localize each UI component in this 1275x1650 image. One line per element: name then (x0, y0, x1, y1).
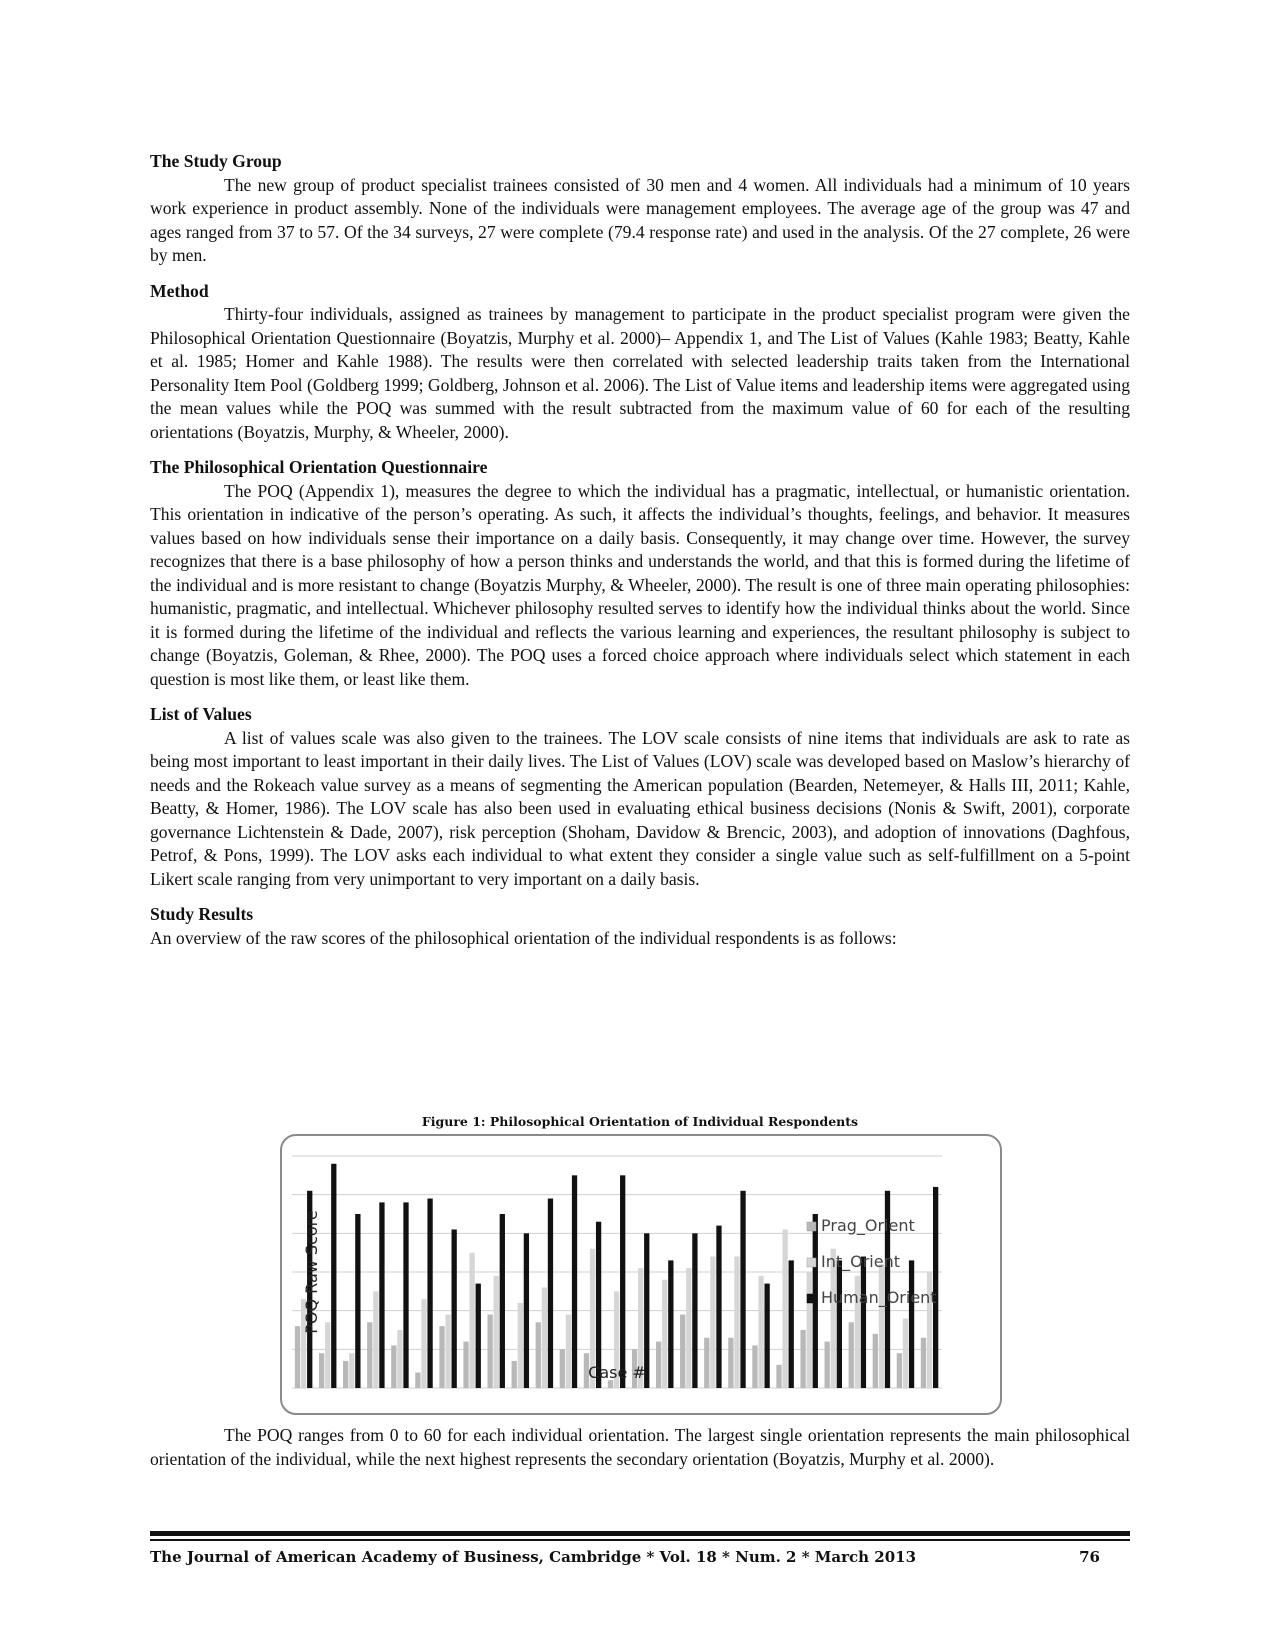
bar-Prag_Orient-4 (367, 1322, 372, 1388)
bar-Human_Orient-21 (789, 1260, 794, 1388)
bar-Prag_Orient-3 (343, 1361, 348, 1388)
bar-Prag_Orient-19 (728, 1338, 733, 1388)
list-of-values-section (150, 703, 1130, 891)
bar-Int_Orient-4 (373, 1291, 378, 1388)
bar-Human_Orient-23 (837, 1260, 842, 1388)
bar-Int_Orient-21 (782, 1229, 787, 1388)
bar-Int_Orient-17 (686, 1268, 691, 1388)
chart-svg (282, 1136, 1000, 1413)
bar-Prag_Orient-5 (391, 1345, 396, 1388)
method-paragraph: Thirty-four individuals, assigned as trainees by management to participate in the product specialist program were given the Philosophical Orientation Questionnaire (Boyatzis, Murphy et al. 2000)– Appendix 1, and The List of Values (Kahle 1983; Beatty, Kahle et al. 1985; Homer and Kahle 1988). The results were then correlated with selected leadership traits taken from the International Personality Item Pool (Goldberg 1999; Goldberg, Johnson et al. 2006). The List of Value items and leadership items were aggregated using the mean values while the POQ was summed with the result subtracted from the maximum value of 60 for each of the resulting orientations (Boyatzis, Murphy, & Wheeler, 2000). (150, 304, 1130, 442)
bar-Human_Orient-16 (668, 1260, 673, 1388)
legend-label-Int_Orient: Int_Orient (821, 1252, 901, 1271)
bar-Prag_Orient-16 (656, 1342, 661, 1388)
poq-section (150, 456, 1130, 691)
legend-label-Prag_Orient: Prag_Orient (821, 1216, 915, 1235)
bar-Human_Orient-14 (620, 1175, 625, 1388)
bar-Int_Orient-20 (758, 1276, 763, 1388)
bar-Int_Orient-12 (566, 1315, 571, 1388)
bar-Prag_Orient-9 (487, 1315, 492, 1388)
poq-paragraph: The POQ (Appendix 1), measures the degree to which the individual has a pragmatic, intellectual, or humanistic orientation. This orientation in indicative of the person’s operating. As such, it affects the individual’s thoughts, feelings, and behavior. It measures values based on how individuals sense their importance on a daily basis. Consequently, it may change over time. However, the survey recognizes that there is a base philosophy of how a person thinks and understands the world, and that this is formed during the lifetime of the individual and is more resistant to change (Boyatzis Murphy, & Wheeler, 2000). The result is one of three main operating philosophies: humanistic, pragmatic, and intellectual. Whichever philosophy resulted serves to identify how the individual thinks about the world. Since it is formed during the lifetime of the individual and reflects the various learning and experiences, the resultant philosophy is subject to change (Boyatzis, Goleman, & Rhee, 2000). The POQ uses a forced choice approach where individuals select which statement in each question is most like them, or least like them. (150, 480, 1130, 689)
bar-Human_Orient-18 (716, 1226, 721, 1388)
bar-Prag_Orient-6 (415, 1373, 420, 1388)
bar-Prag_Orient-23 (825, 1342, 830, 1388)
bar-Prag_Orient-20 (752, 1345, 757, 1388)
bar-Int_Orient-8 (469, 1253, 474, 1388)
study-group-section (150, 150, 1130, 268)
bar-Prag_Orient-12 (560, 1349, 565, 1388)
journal-citation: The Journal of American Academy of Business, Cambridge * Vol. 18 * Num. 2 * March 2013 (150, 1548, 917, 1566)
study-group-heading: The Study Group (150, 151, 282, 171)
bar-Human_Orient-7 (452, 1229, 457, 1388)
bar-Prag_Orient-24 (849, 1322, 854, 1388)
page-number: 76 (1079, 1548, 1100, 1566)
bar-Human_Orient-3 (355, 1214, 360, 1388)
poq-heading: The Philosophical Orientation Questionnaire (150, 457, 488, 477)
bar-Int_Orient-16 (662, 1280, 667, 1388)
bar-Int_Orient-2 (325, 1322, 330, 1388)
bar-Prag_Orient-2 (319, 1353, 324, 1388)
study-group-paragraph: The new group of product specialist trainees consisted of 30 men and 4 women. All individuals had a minimum of 10 years work experience in product assembly. None of the individuals were management employees. The average age of the group was 47 and ages ranged from 37 to 57. Of the 34 surveys, 27 were complete (79.4 response rate) and used in the analysis. Of the 27 complete, 26 were by men. (150, 174, 1130, 265)
poq-range-paragraph: The POQ ranges from 0 to 60 for each individual orientation. The largest single orientation represents the main philosophical orientation of the individual, while the next highest represents the secondary orientation (Boyatzis, Murphy et al. 2000). (150, 1425, 1130, 1469)
bar-Human_Orient-9 (500, 1214, 505, 1388)
article-body (150, 150, 1130, 962)
bar-Prag_Orient-7 (439, 1326, 444, 1388)
bar-Human_Orient-17 (692, 1233, 697, 1388)
x-axis-label: Case # (588, 1363, 646, 1382)
bar-Int_Orient-18 (710, 1257, 715, 1388)
bar-Prag_Orient-18 (704, 1338, 709, 1388)
method-heading: Method (150, 280, 209, 301)
bar-Human_Orient-6 (427, 1199, 432, 1388)
bar-Human_Orient-24 (861, 1257, 866, 1388)
legend-swatch-Prag_Orient (807, 1222, 816, 1231)
bar-Human_Orient-4 (379, 1202, 384, 1388)
legend-label-Human_Orient: Human_Orient (821, 1288, 937, 1307)
bar-Prag_Orient-25 (873, 1334, 878, 1388)
after-figure-text (150, 1424, 1130, 1471)
bar-Prag_Orient-10 (512, 1361, 517, 1388)
footer-rule-thin (150, 1539, 1130, 1541)
study-results-intro: An overview of the raw scores of the philosophical orientation of the individual respondents is as follows: (150, 927, 897, 948)
list-of-values-heading: List of Values (150, 704, 252, 724)
footer-rule-thick (150, 1531, 1130, 1536)
method-section (150, 280, 1130, 445)
bar-Int_Orient-9 (494, 1276, 499, 1388)
bar-Prag_Orient-11 (536, 1322, 541, 1388)
bar-Prag_Orient-26 (897, 1353, 902, 1388)
legend-swatch-Human_Orient (807, 1294, 816, 1303)
bar-Human_Orient-5 (403, 1202, 408, 1388)
bar-Int_Orient-10 (518, 1303, 523, 1388)
bar-Human_Orient-12 (572, 1175, 577, 1388)
bar-Int_Orient-5 (397, 1330, 402, 1388)
bar-Human_Orient-26 (909, 1260, 914, 1388)
bar-Int_Orient-22 (807, 1272, 812, 1388)
study-results-heading: Study Results (150, 904, 254, 924)
bar-Human_Orient-20 (764, 1284, 769, 1388)
bar-Prag_Orient-1 (295, 1326, 300, 1388)
study-results-section (150, 903, 1130, 950)
bar-Prag_Orient-21 (776, 1365, 781, 1388)
bar-Prag_Orient-17 (680, 1315, 685, 1388)
y-axis-label: POQ Raw Score (302, 1210, 321, 1334)
list-of-values-paragraph: A list of values scale was also given to the trainees. The LOV scale consists of nine items that individuals are ask to rate as being most important to least important in their daily lives. The List of Values (LOV) scale was developed based on Maslow’s hierarchy of needs and the Rokeach value survey as a means of segmenting the American population (Bearden, Netemeyer, & Halls III, 2011; Kahle, Beatty, & Homer, 1986). The LOV scale has also been used in evaluating ethical business decisions (Nonis & Swift, 2001), corporate governance Lichtenstein & Dade, 2007), risk perception (Shoham, Davidow & Brencic, 2003), and adoption of innovations (Daghfous, Petrof, & Pons, 1999). The LOV asks each individual to what extent they consider a single value such as self-fulfillment on a 5-point Likert scale ranging from very unimportant to very important on a daily basis. (150, 727, 1130, 889)
bar-Human_Orient-10 (524, 1233, 529, 1388)
figure-caption: Figure 1: Philosophical Orientation of Individual Respondents (421, 1114, 859, 1129)
bar-Prag_Orient-8 (463, 1342, 468, 1388)
legend-swatch-Int_Orient (807, 1258, 816, 1267)
bar-Human_Orient-2 (331, 1164, 336, 1388)
bar-Int_Orient-6 (421, 1299, 426, 1388)
bar-Int_Orient-7 (445, 1315, 450, 1388)
bar-Human_Orient-19 (740, 1191, 745, 1388)
bar-Int_Orient-11 (542, 1287, 547, 1388)
bar-Prag_Orient-27 (921, 1338, 926, 1388)
bar-Human_Orient-11 (548, 1199, 553, 1388)
bar-Int_Orient-25 (879, 1264, 884, 1388)
bar-Human_Orient-8 (476, 1284, 481, 1388)
bar-Int_Orient-26 (903, 1318, 908, 1388)
bar-Int_Orient-19 (734, 1257, 739, 1388)
page-footer (150, 1548, 1100, 1566)
bar-Prag_Orient-22 (800, 1330, 805, 1388)
bar-Int_Orient-3 (349, 1353, 354, 1388)
figure-1-chart (280, 1134, 1002, 1415)
